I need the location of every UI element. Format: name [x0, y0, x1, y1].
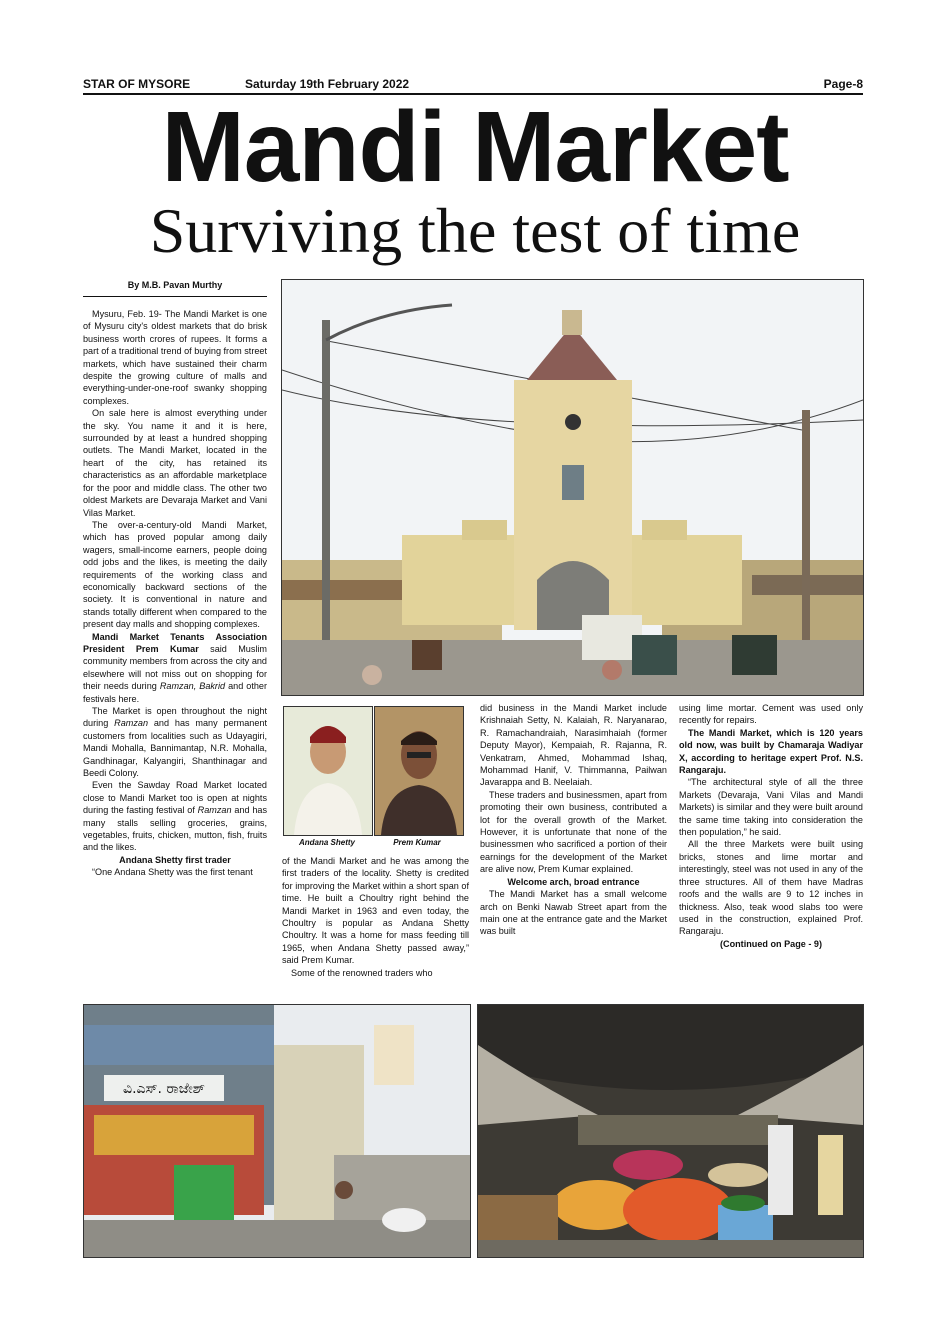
photo-caption: Andana Shetty [298, 838, 355, 847]
page-number: Page-8 [823, 77, 863, 91]
paragraph: “The architectural style of all the three Markets (Devaraja, Vani Vilas and Mandi Markets) is similar and they were built around the same time taking into consideration the then population,” he said. [679, 777, 863, 838]
paragraph: The Mandi Market has a small welcome arch on Benki Nawab Street apart from the main one at the entrance gate and the Market was built [480, 889, 667, 937]
prem-kumar-photo [374, 706, 464, 836]
publication-name: STAR OF MYSORE [83, 77, 191, 91]
paragraph: The Mandi Market, which is 120 years old now, was built by Chamaraja Wadiyar X, according to heritage expert Prof. N.S. Rangaraju. [679, 727, 863, 776]
article-column-1 [83, 308, 267, 879]
paragraph: Mysuru, Feb. 19- The Mandi Market is one of Mysuru city's oldest markets that do brisk business worth crores of rupees. It forms a part of a traditional trend of buying from street markets, which have sustained their charm despite the growing culture of malls and everything-under-one-roof swanky shopping complexes. [83, 309, 267, 406]
vegetable-stalls-photo [477, 1004, 864, 1258]
article-column-4 [679, 702, 863, 950]
subheading: Welcome arch, broad entrance [507, 876, 640, 887]
paragraph: of the Mandi Market and he was among the first traders of the locality. Shetty is credited for improving the Market within a short span of time. He built a Choultry right behind the Mandi Market in 1963 and even today, the Choultry is popular as Andana Shetty Choultry. It was a home for mass feeding till 1965, when Andana Shetty passed away,” said Prem Kumar. [282, 856, 469, 966]
paragraph: “One Andana Shetty was the first tenant [92, 867, 253, 878]
subheading: Andana Shetty first trader [119, 854, 231, 865]
clock-tower-photo [281, 279, 864, 696]
issue-date: Saturday 19th February 2022 [245, 77, 410, 91]
photo-caption: Prem Kumar [393, 838, 441, 847]
paragraph: All the three Markets were built using bricks, stones and lime mortar and interestingly, steel was not used in any of the three structures. All of them have Madras roofs and the walls are 9 to 12 inches in thickness. Also, teak wood slabs too were used in the construction, explained Prof. Rangaraju. [679, 839, 863, 937]
paragraph: The over-a-century-old Mandi Market, which has proved popular among daily wagers, small-income earners, people doing odd jobs and the likes, is meeting the daily requirements of the working class and economically backward sections of the society. It is conventional in nature and stands totally different when compared to the present day malls and shopping complexes. [83, 519, 267, 630]
continued-note: (Continued on Page - 9) [719, 938, 823, 949]
andana-shetty-photo [283, 706, 373, 836]
paragraph: did business in the Mandi Market include Krishnaiah Setty, N. Kalaiah, R. Naryanarao, R. Ramachandraiah, Narasimhaiah (former Deputy Mayor), Kempaiah, R. Rajanna, R. Venkatram, Ahmed, Mohammad Ishaq, Mohammad Hanif, V. Thimmanna, Pailwan Javarappa and B. Neelaiah. [480, 703, 667, 788]
article-column-2 [282, 855, 469, 979]
article-column-3 [480, 702, 667, 938]
paragraph: using lime mortar. Cement was used only recently for repairs. [679, 703, 863, 726]
paragraph: Even the Sawday Road Market located close to Mandi Market too is open at nights during the fasting festival of Ramzan and has many stalls selling groceries, grains, vegetables, fruits, chicken, mutton, fish, fruits and the likes. [83, 780, 268, 853]
paragraph: On sale here is almost everything under the sky. You name it and it is here, surrounded by at least a hundred shopping outlets. The Mandi Market, located in the heart of the city, has retained its characteristics as an affordable marketplace for the poor and middle class. The other two oldest Markets are Devaraja Market and Vani Vilas Market. [83, 408, 267, 518]
byline: By M.B. Pavan Murthy [127, 280, 223, 290]
headline: Mandi Market [161, 91, 789, 203]
byline-rule [83, 296, 267, 297]
paragraph: The Market is open throughout the night during Ramzan and has many permanent customers from localities such as Udayagiri, Mandi Mohalla, Bannimantap, N.R. Mohalla, Gandhinagar, Kalyangiri, Shanthinagar and Beedi Colony. [83, 706, 267, 779]
shop-sign-text: ವಿ.ಎಸ್. ರಾಜೇಶ್ [123, 1081, 205, 1097]
paragraph: Mandi Market Tenants Association President Prem Kumar said Muslim community members from across the city and elsewhere will not miss out on shopping for their needs during Ramzan, Bakrid and other festivals here. [83, 631, 268, 704]
shop-street-photo [83, 1004, 471, 1258]
subheadline: Surviving the test of time [149, 195, 801, 266]
paragraph: Some of the renowned traders who [291, 967, 433, 978]
paragraph: These traders and businessmen, apart from promoting their own business, contributed a lot for the overall growth of the Market. However, it is unfortunate that none of the businessmen who sacrificed a portion of their earnings for the development of the Market are alive now, Prem Kumar explained. [480, 789, 667, 875]
